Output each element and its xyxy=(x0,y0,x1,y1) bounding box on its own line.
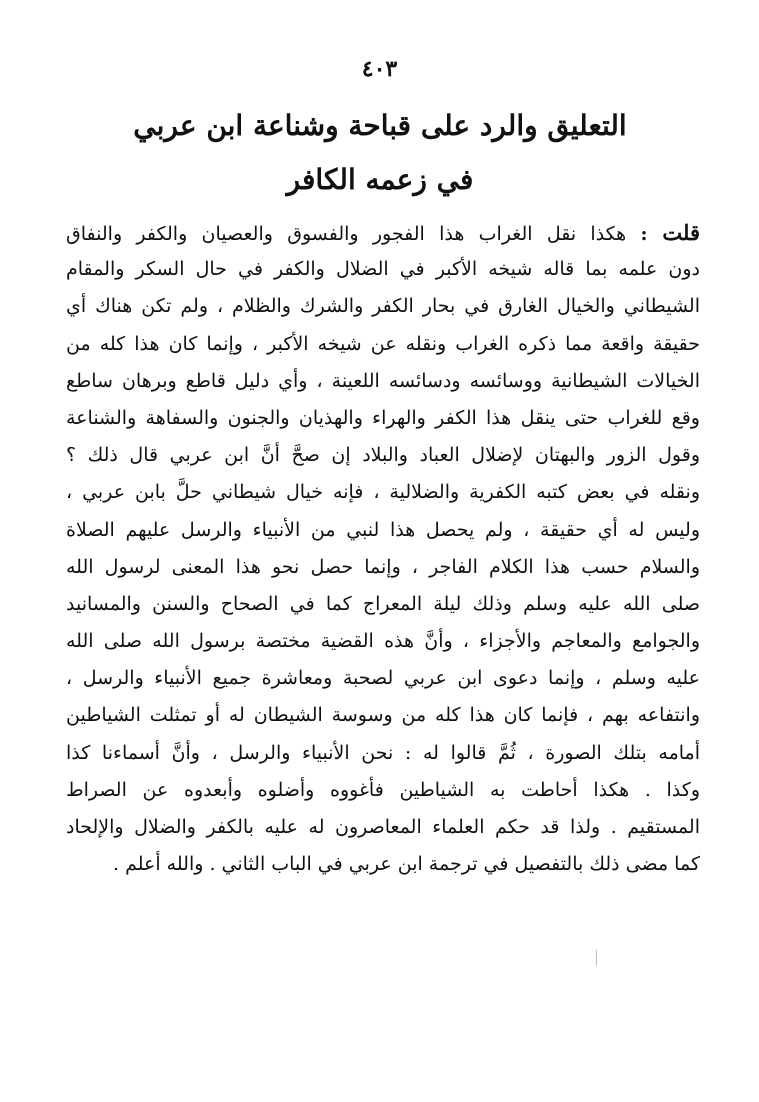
body-line-8: ونقله في بعض كتبه الكفرية والضلالية ، فإنه خيال شيطاني حلَّ بابن عربي ، xyxy=(66,481,700,504)
chapter-title-line-2: في زعمه الكافر xyxy=(286,163,474,196)
chapter-title-line-1: التعليق والرد على قباحة وشناعة ابن عربي xyxy=(133,109,627,142)
body-text xyxy=(66,214,700,883)
body-line-1-text: هكذا نقل الغراب هذا الفجور والفسوق والعصيان والكفر والنفاق xyxy=(66,223,641,245)
body-line-16: وكذا . هكذا أحاطت به الشياطين فأغووه وأضلوه وأبعدوه عن الصراط xyxy=(66,778,700,801)
body-line-17: المستقيم . ولذا قد حكم العلماء المعاصرون له عليه بالكفر والضلال والإلحاد xyxy=(66,816,700,838)
body-line-9: وليس له أي حقيقة ، ولم يحصل هذا لنبي من الأنبياء والرسل عليهم الصلاة xyxy=(66,518,700,541)
body-line-18: كما مضى ذلك بالتفصيل في ترجمة ابن عربي في الباب الثاني . والله أعلم . xyxy=(113,853,700,876)
body-line-1 xyxy=(66,214,700,251)
margin-mark xyxy=(596,950,597,966)
body-line-15: أمامه بتلك الصورة ، ثُمَّ قالوا له : نحن الأنبياء والرسل ، وأنَّ أسماءنا كذا xyxy=(66,741,700,764)
body-line-6: وقع للغراب حتى ينقل هذا الكفر والهراء والهذيان والجنون والسفاهة والشناعة xyxy=(66,406,700,429)
body-line-11: صلى الله عليه وسلم وذلك ليلة المعراج كما في الصحاح والسنن والمسانيد xyxy=(66,592,700,615)
body-line-3: الشيطاني والخيال الغارق في بحار الكفر والشرك والظلام ، ولم تكن هناك أي xyxy=(66,295,700,318)
page-number: ٤٠٣ xyxy=(361,56,398,82)
body-line-2: دون علمه بما قاله شيخه الأكبر في الضلال والكفر في حال السكر والمقام xyxy=(66,258,700,281)
lead-colon: : xyxy=(640,223,663,245)
body-line-12: والجوامع والمعاجم والأجزاء ، وأنَّ هذه القضية مختصة برسول الله صلى الله xyxy=(66,630,700,653)
body-line-5: الخيالات الشيطانية ووسائسه ودسائسه اللعينة ، وأي دليل قاطع وبرهان ساطع xyxy=(66,369,700,392)
lead-word: قلت xyxy=(662,220,700,245)
body-line-13: عليه وسلم ، وإنما دعوى ابن عربي لصحبة ومعاشرة جميع الأنبياء والرسل ، xyxy=(66,667,700,690)
body-line-10: والسلام حسب هذا الكلام الفاجر ، وإنما حصل نحو هذا المعنى لرسول الله xyxy=(66,555,700,578)
body-line-7: وقول الزور والبهتان لإضلال العباد والبلاد إن صحَّ أنَّ ابن عربي قال ذلك ؟ xyxy=(66,444,700,467)
body-line-14: وانتفاعه بهم ، فإنما كان هذا كله من وسوسة الشيطان له أو تمثلت الشياطين xyxy=(66,704,700,727)
body-line-4: حقيقة واقعة مما ذكره الغراب ونقله عن شيخه الأكبر ، وإنما كان هذا كله من xyxy=(66,332,700,355)
